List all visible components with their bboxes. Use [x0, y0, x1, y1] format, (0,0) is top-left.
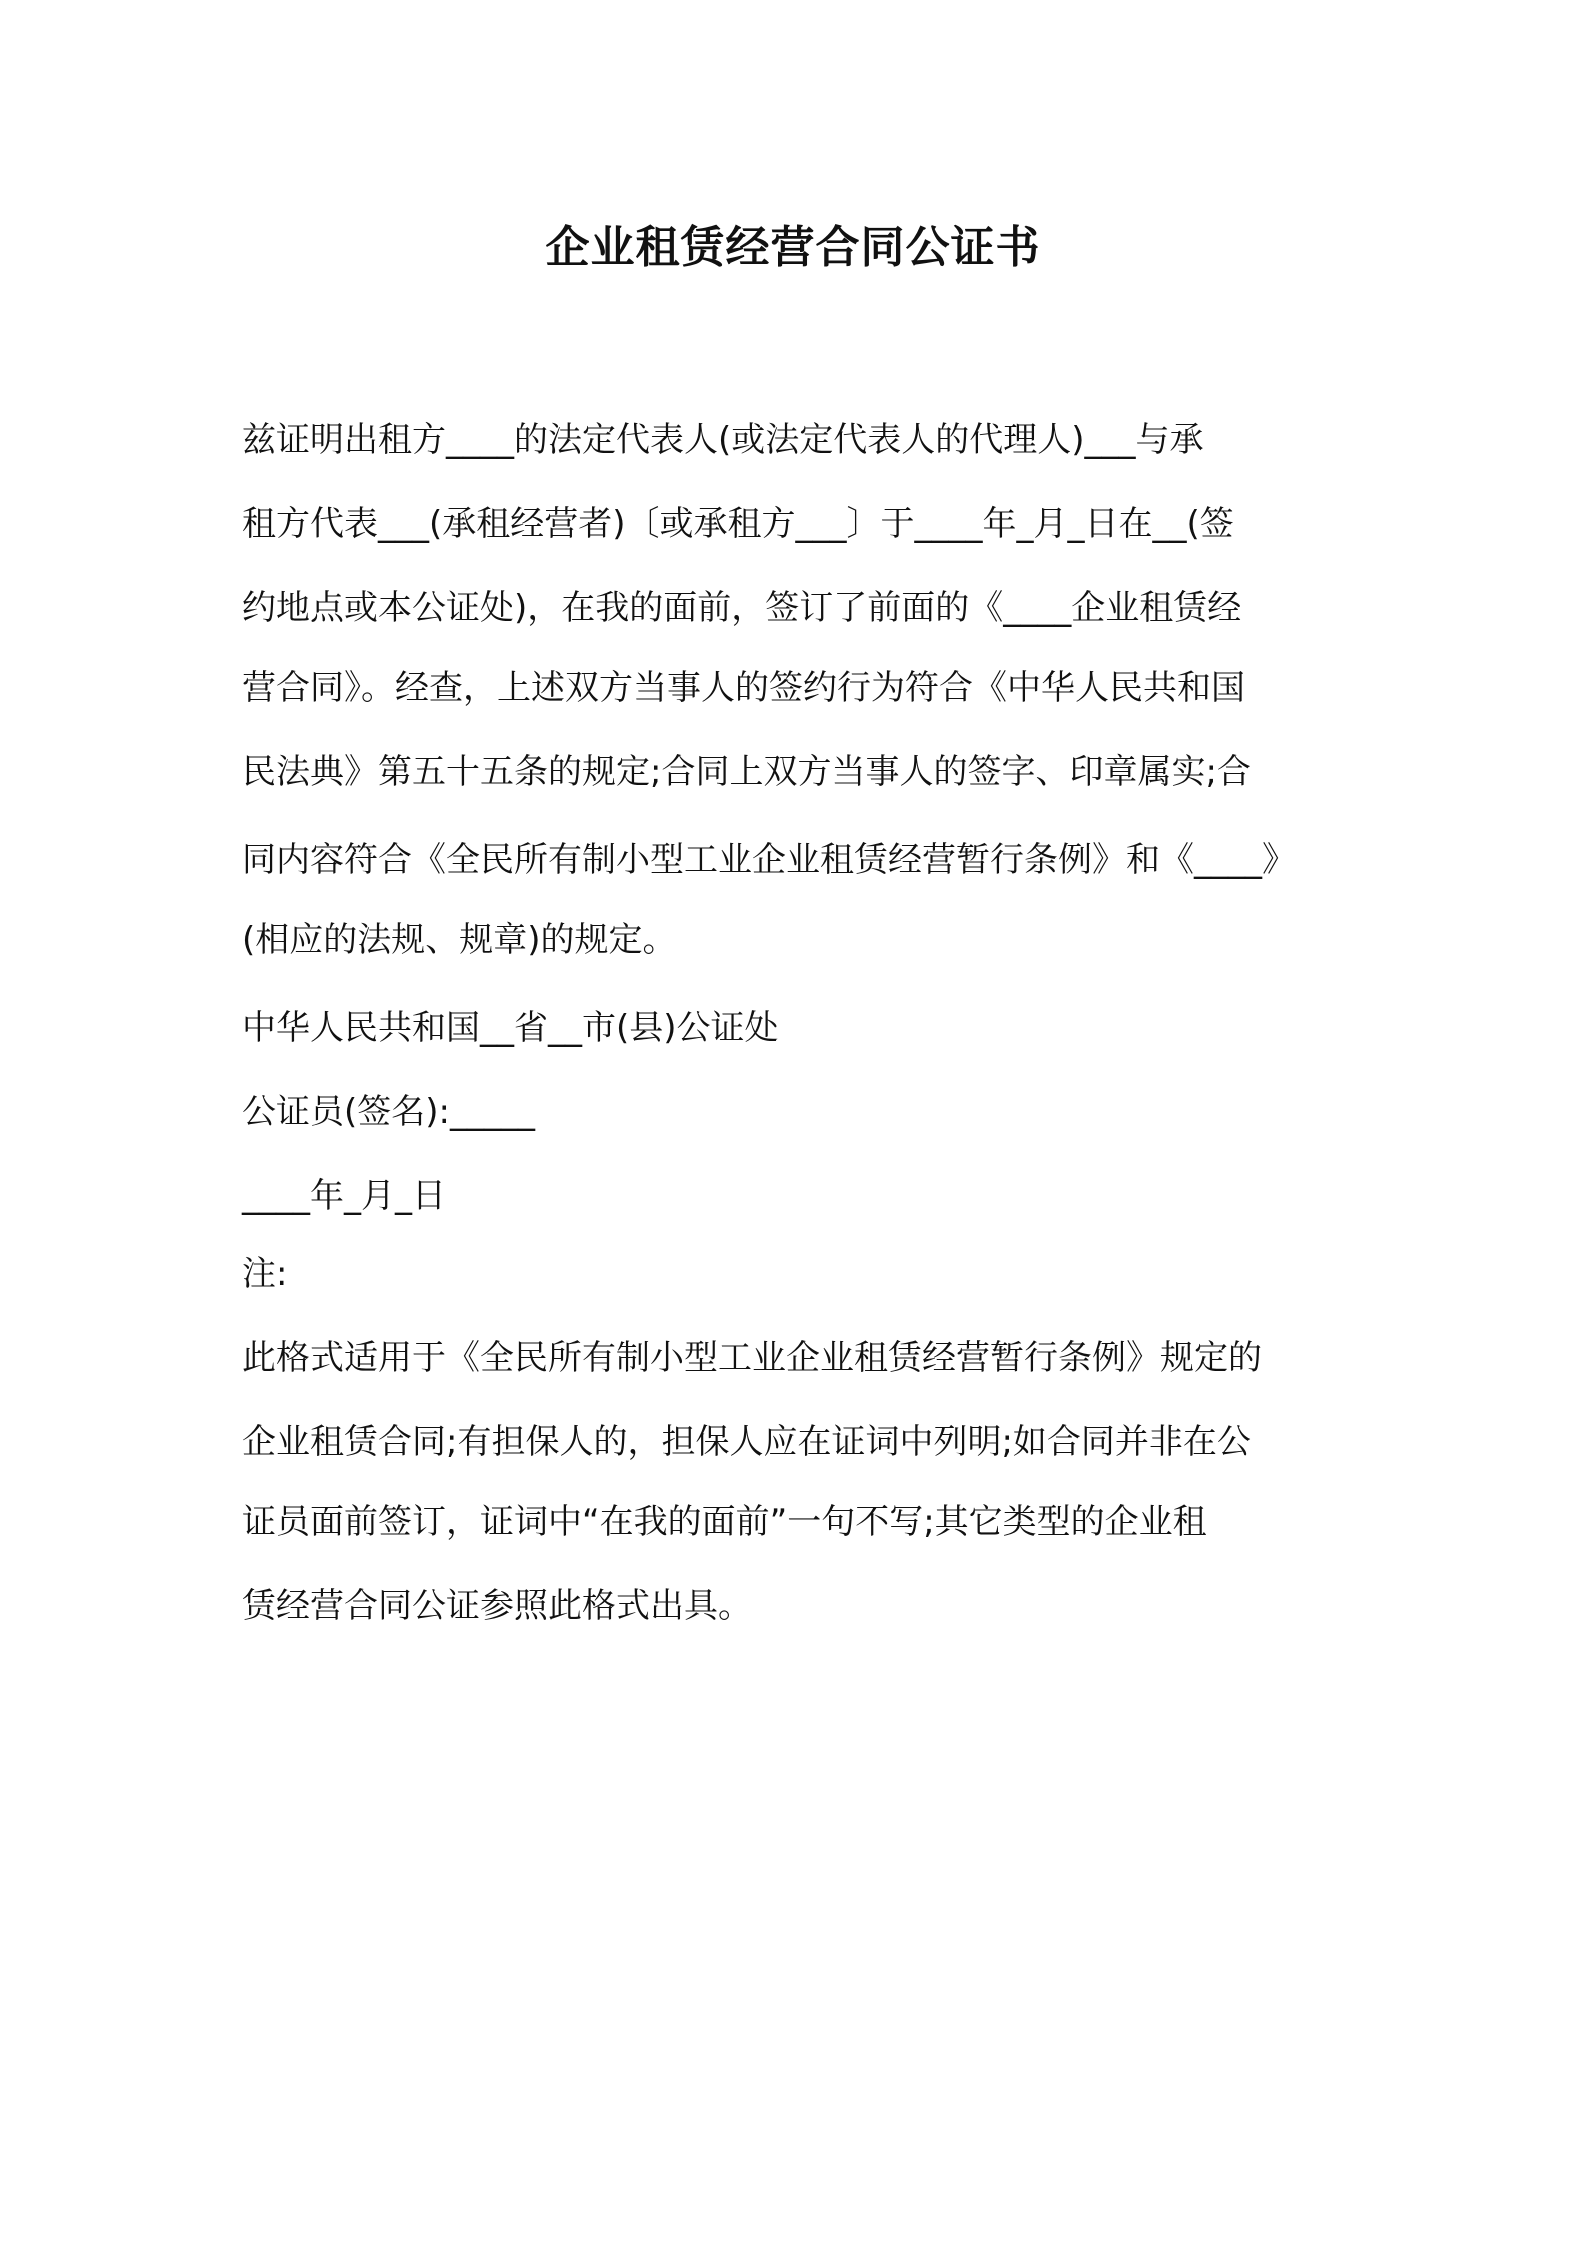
note-label: 注:: [242, 1254, 288, 1294]
note-line-3: 证员面前签订，证词中“在我的面前”一句不写;其它类型的企业租: [242, 1502, 1207, 1542]
body-line-2: 租方代表___(承租经营者)〔或承租方___〕于____年_月_日在__(签: [242, 504, 1234, 544]
body-line-4: 营合同》。经查，上述双方当事人的签约行为符合《中华人民共和国: [242, 668, 1245, 708]
document-title: 企业租赁经营合同公证书: [545, 222, 1041, 273]
body-line-3: 约地点或本公证处)，在我的面前，签订了前面的《____企业租赁经: [242, 588, 1242, 628]
body-line-1: 兹证明出租方____的法定代表人(或法定代表人的代理人)___与承: [242, 420, 1204, 460]
notary-office-line: 中华人民共和国__省__市(县)公证处: [242, 1008, 779, 1048]
date-line: ____年_月_日: [242, 1176, 446, 1216]
body-line-6: 同内容符合《全民所有制小型工业企业租赁经营暂行条例》和《____》: [242, 840, 1296, 880]
note-line-1: 此格式适用于《全民所有制小型工业企业租赁经营暂行条例》规定的: [242, 1338, 1262, 1378]
body-line-7: (相应的法规、规章)的规定。: [242, 920, 677, 960]
notary-signature-line: 公证员(签名):_____: [242, 1092, 535, 1132]
body-line-5: 民法典》第五十五条的规定;合同上双方当事人的签字、印章属实;合: [242, 752, 1251, 792]
note-line-4: 赁经营合同公证参照此格式出具。: [242, 1586, 752, 1626]
note-line-2: 企业租赁合同;有担保人的，担保人应在证词中列明;如合同并非在公: [242, 1422, 1251, 1462]
